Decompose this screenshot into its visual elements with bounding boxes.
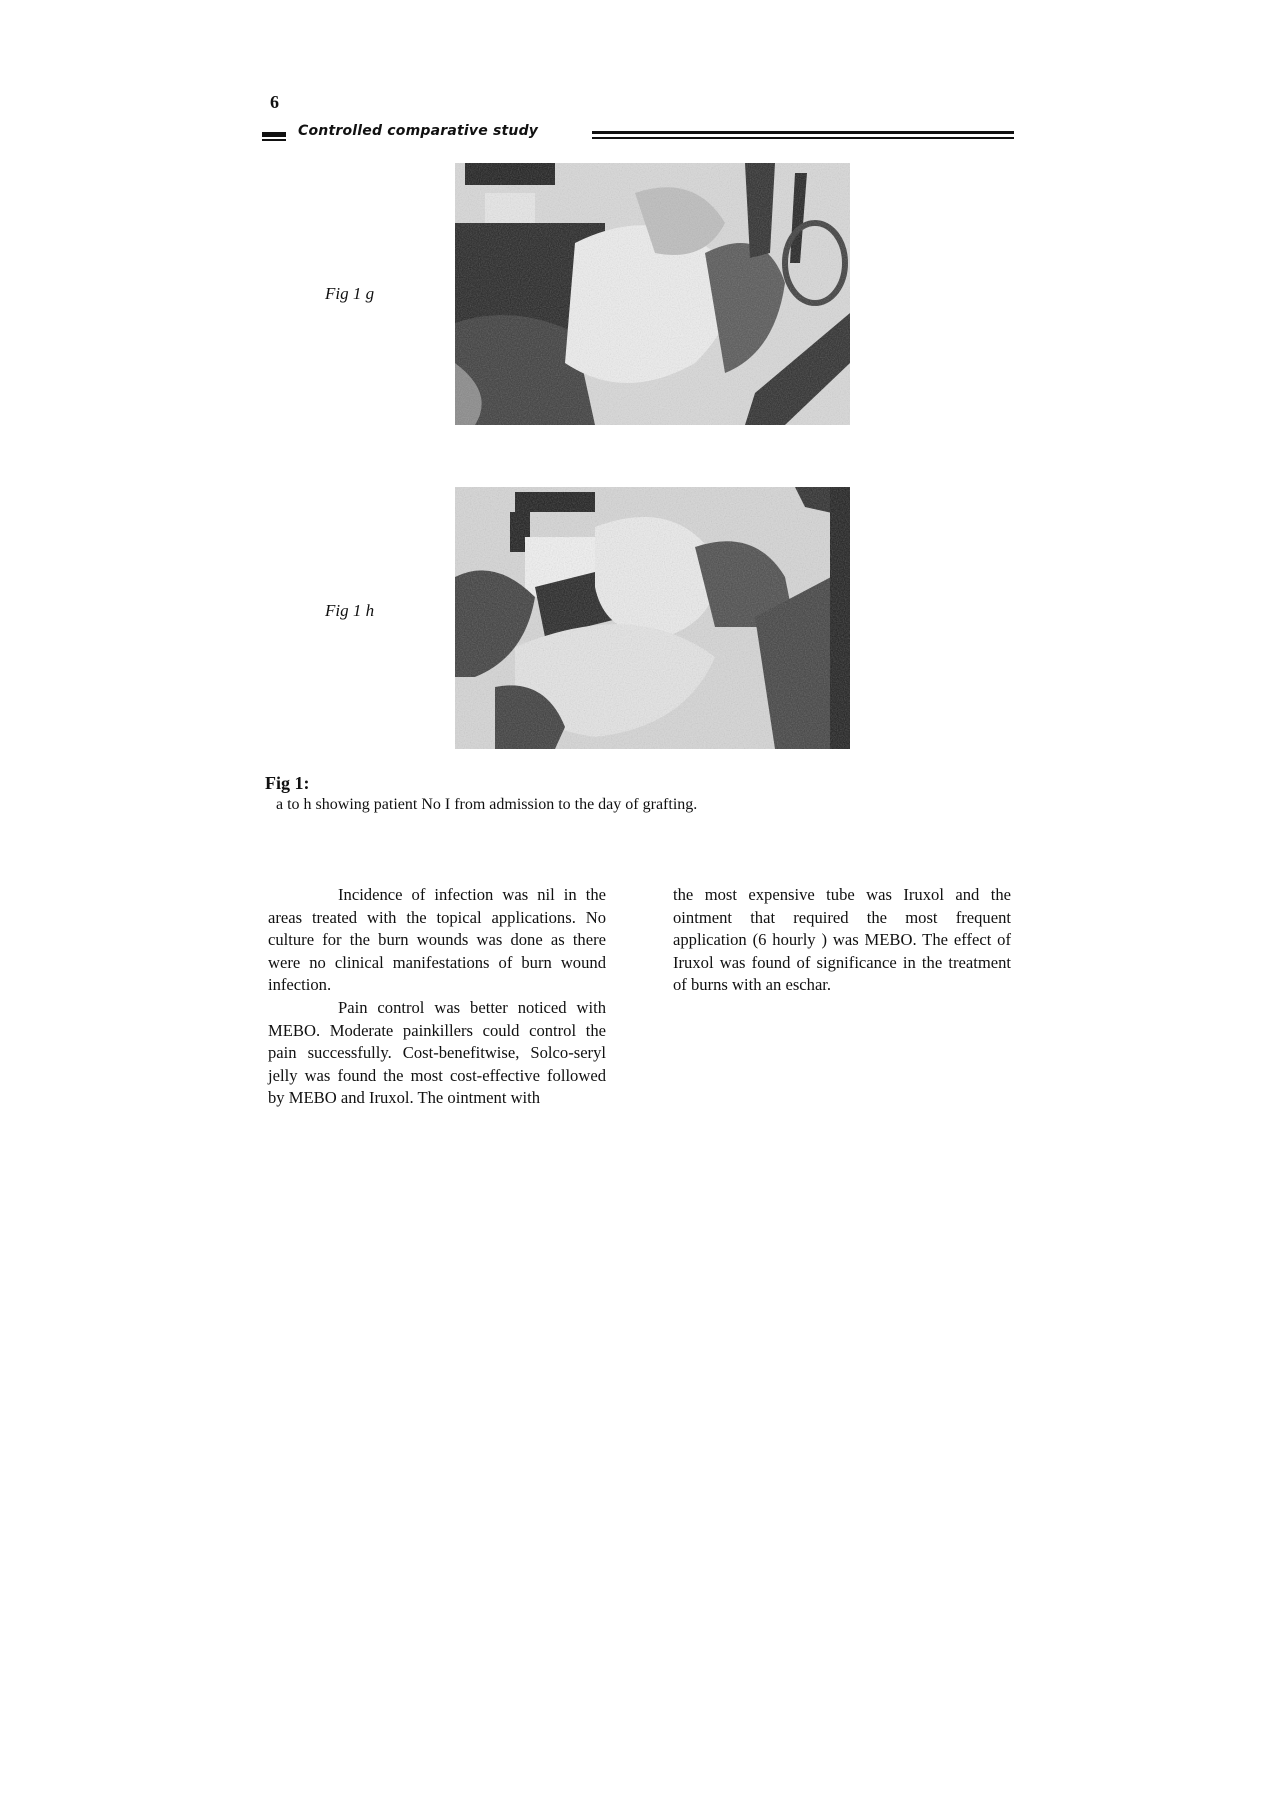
body-paragraph: Incidence of infection was nil in the areas treated with the topical applications. No culture for the burn wounds was done as there were no clinical manifestations of burn wound infection.	[268, 885, 606, 995]
body-paragraph: Pain control was better noticed with MEBO. Moderate painkillers could control the pain successfully. Cost-benefitwise, Solco-seryl jelly was found the most cost-effective followed by MEBO and Iruxol. The ointment with	[268, 997, 606, 1108]
figure-caption-title: Fig 1:	[265, 773, 310, 793]
figure-photo-h	[455, 487, 850, 749]
body-paragraph: the most expensive tube was Iruxol and the ointment that required the most frequent application (6 hourly ) was MEBO. The effect of Iruxol was found of significance in the treatment of burns with an eschar.	[673, 885, 1011, 995]
body-right-column	[673, 884, 1011, 997]
body-left-column	[268, 884, 606, 1110]
figure-caption-text: a to h showing patient No I from admission to the day of grafting.	[276, 796, 698, 813]
running-head-title: Controlled comparative study	[298, 123, 539, 139]
running-head-ornament	[262, 132, 286, 137]
figure-photo-g	[455, 163, 850, 425]
page-number: 6	[270, 92, 279, 112]
running-head	[262, 123, 1014, 145]
figure-label-h: Fig 1 h	[325, 601, 375, 620]
running-head-rule	[592, 131, 1014, 134]
figure-label-g: Fig 1 g	[325, 284, 375, 303]
